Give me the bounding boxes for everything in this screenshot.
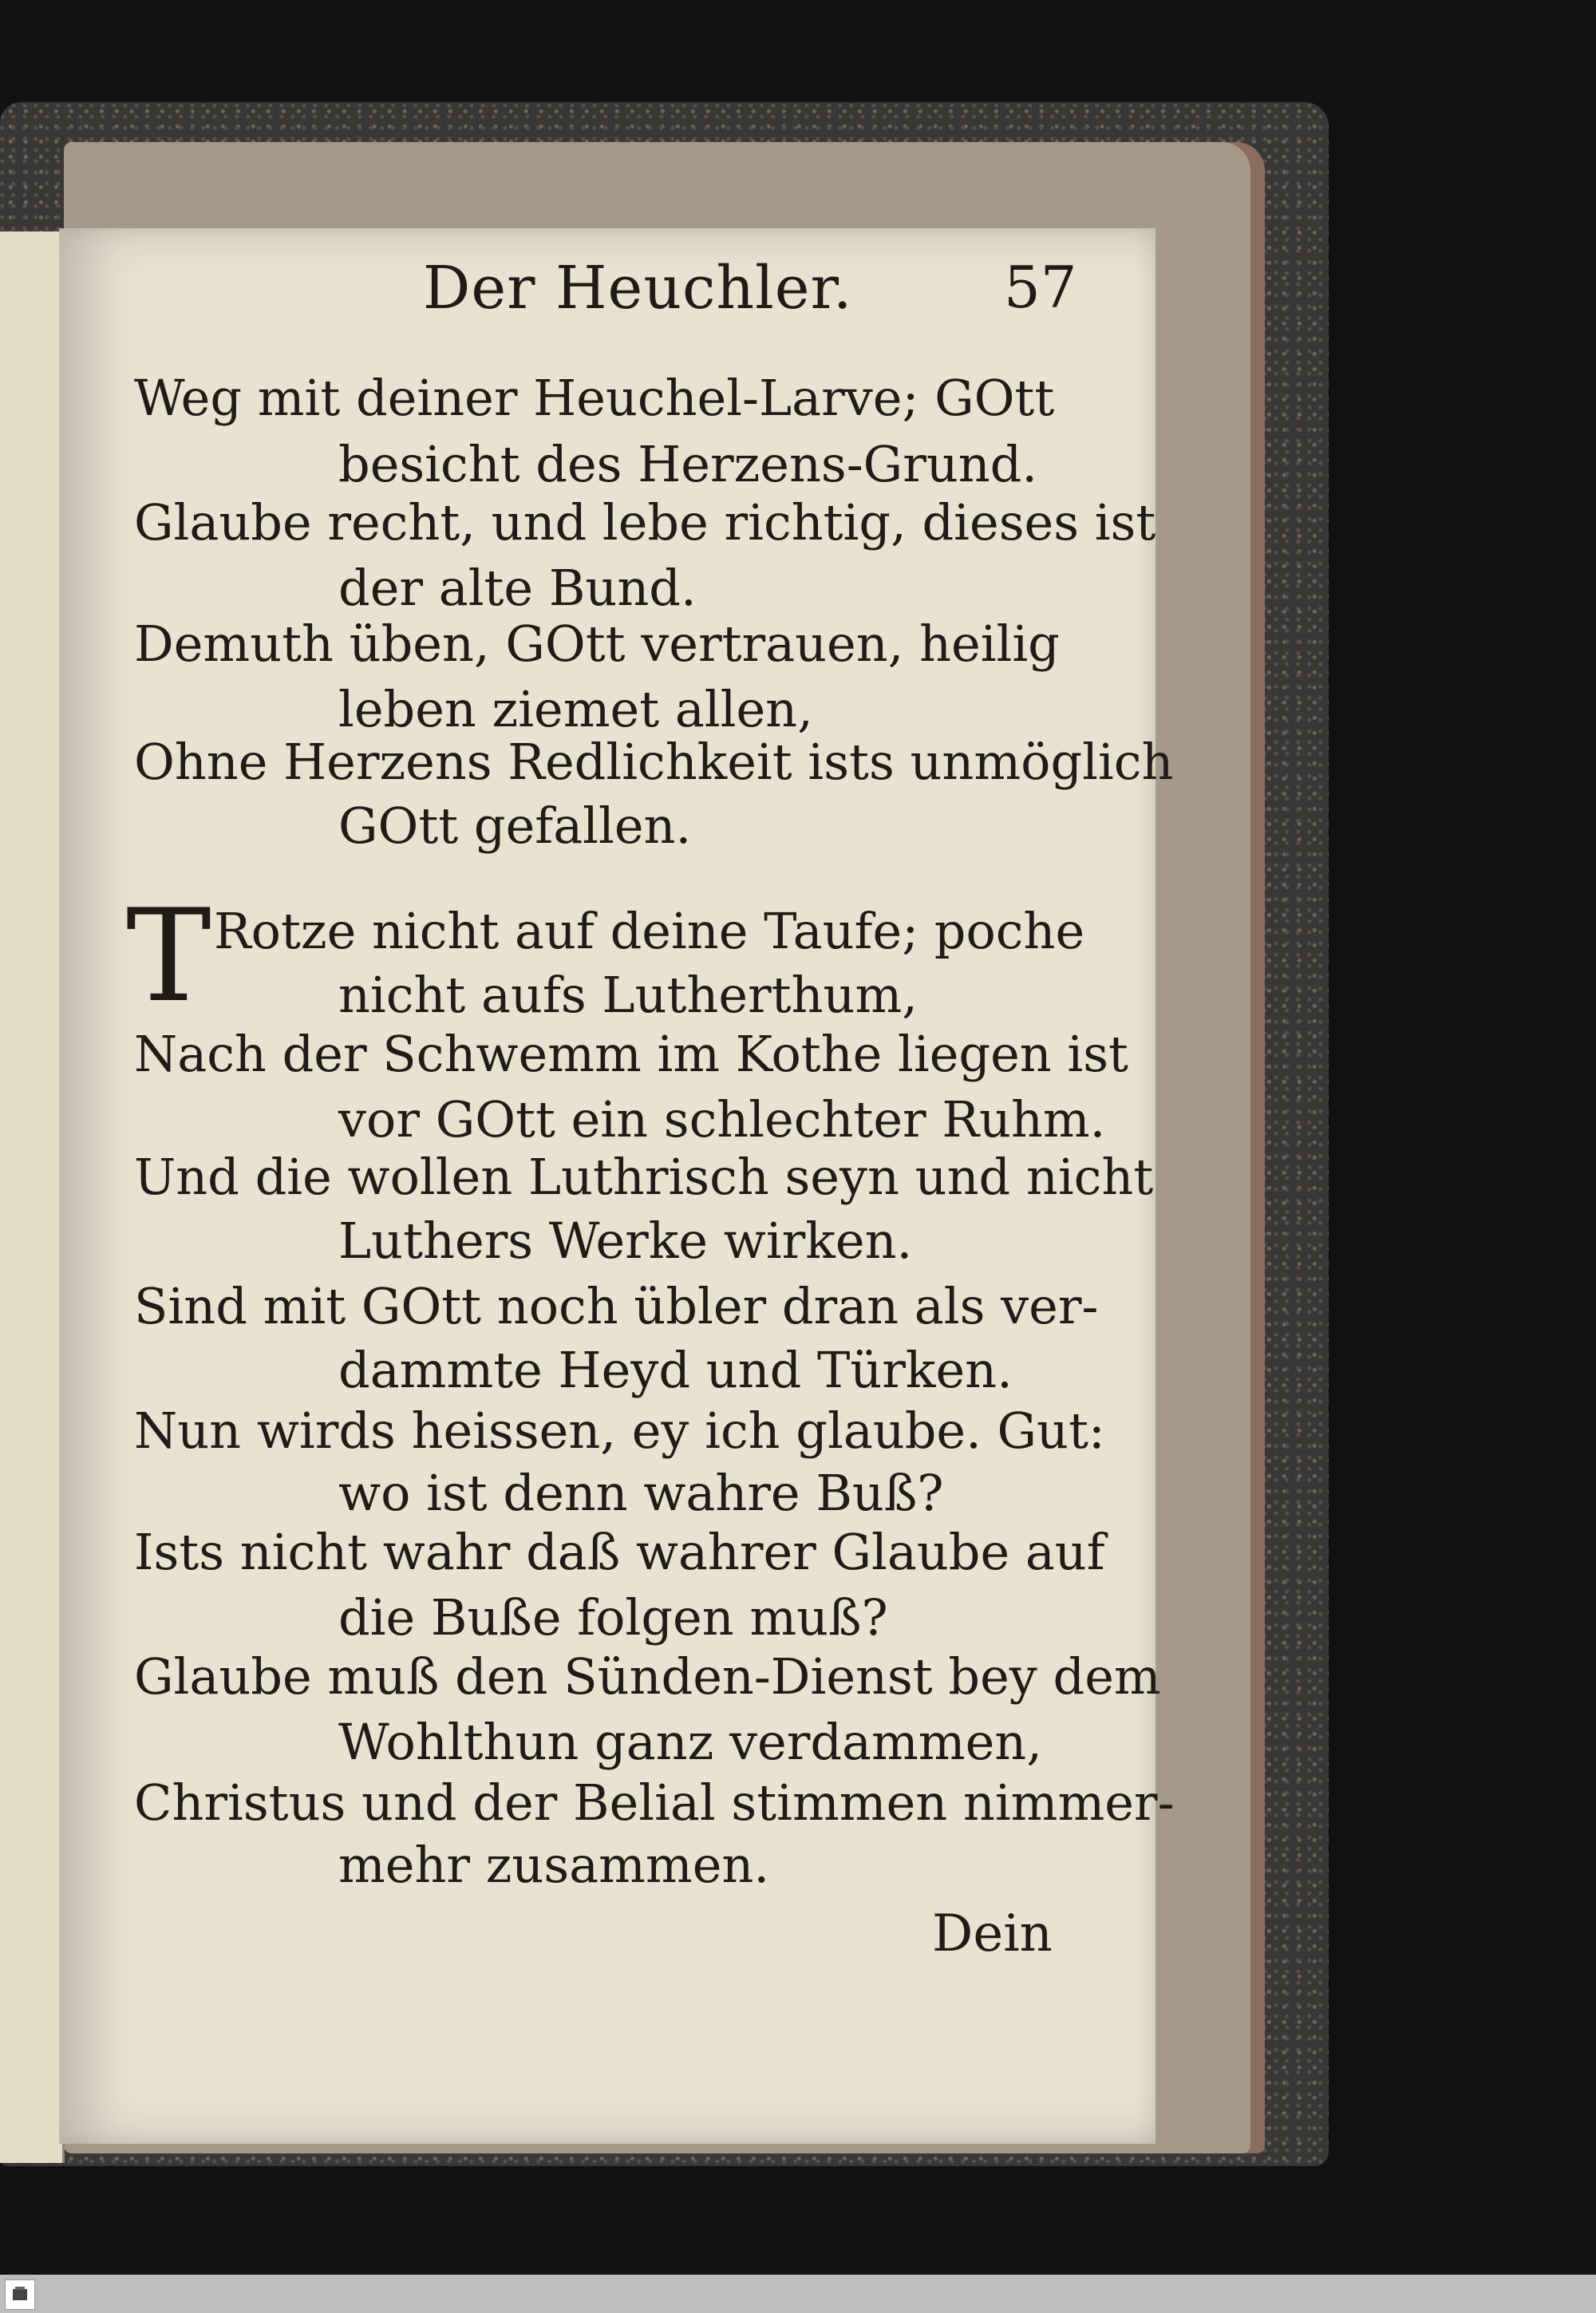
verse-line: die Buße folgen muß? [338, 1588, 888, 1647]
verse-line: Glaube recht, und lebe richtig, dieses ist [134, 493, 1156, 552]
verse-line: dammte Heyd und Türken. [338, 1341, 1013, 1399]
verse-line: Nun wirds heissen, ey ich glaube. Gut: [134, 1402, 1105, 1460]
library-seal-icon [8, 2283, 32, 2307]
verse-line: Glaube muß den Sünden-Dienst bey dem [134, 1647, 1161, 1706]
verse-line: Luthers Werke wirken. [338, 1212, 913, 1270]
running-header: Der Heuchler. [423, 254, 853, 322]
verse-line: Ohne Herzens Redlichkeit ists unmöglich [134, 733, 1174, 791]
verse-line: vor GOtt ein schlechter Ruhm. [338, 1090, 1106, 1149]
verse-line: nicht aufs Lutherthum, [338, 966, 918, 1024]
verse-line: Rotze nicht auf deine Taufe; poche [214, 902, 1085, 960]
verse-line: leben ziemet allen, [338, 680, 813, 738]
verse-line: Nach der Schwemm im Kothe liegen ist [134, 1025, 1128, 1083]
catchword: Dein [932, 1904, 1053, 1963]
facing-page [0, 231, 65, 2163]
verse-line: Und die wollen Luthrisch seyn und nicht [134, 1148, 1154, 1206]
verse-line: Weg mit deiner Heuchel-Larve; GOtt [134, 369, 1055, 427]
verse-line: mehr zusammen. [338, 1836, 770, 1894]
verse-line: Sind mit GOtt noch übler dran als ver- [134, 1277, 1099, 1335]
verse-line: Ists nicht wahr daß wahrer Glaube auf [134, 1523, 1105, 1581]
verse-line: GOtt gefallen. [338, 797, 692, 855]
verse-line: wo ist denn wahre Buß? [338, 1464, 944, 1522]
drop-cap-initial: T [126, 881, 211, 1030]
page-number: 57 [1004, 254, 1077, 321]
verse-line: Wohlthun ganz verdammen, [338, 1713, 1042, 1771]
viewer-footer-bar [0, 2275, 1596, 2313]
verse-line: Demuth üben, GOtt vertrauen, heilig [134, 615, 1060, 673]
verse-line: der alte Bund. [338, 559, 697, 617]
library-logo [5, 2279, 35, 2310]
verse-line: besicht des Herzens-Grund. [338, 435, 1038, 493]
verse-line: Christus und der Belial stimmen nimmer- [134, 1773, 1175, 1832]
